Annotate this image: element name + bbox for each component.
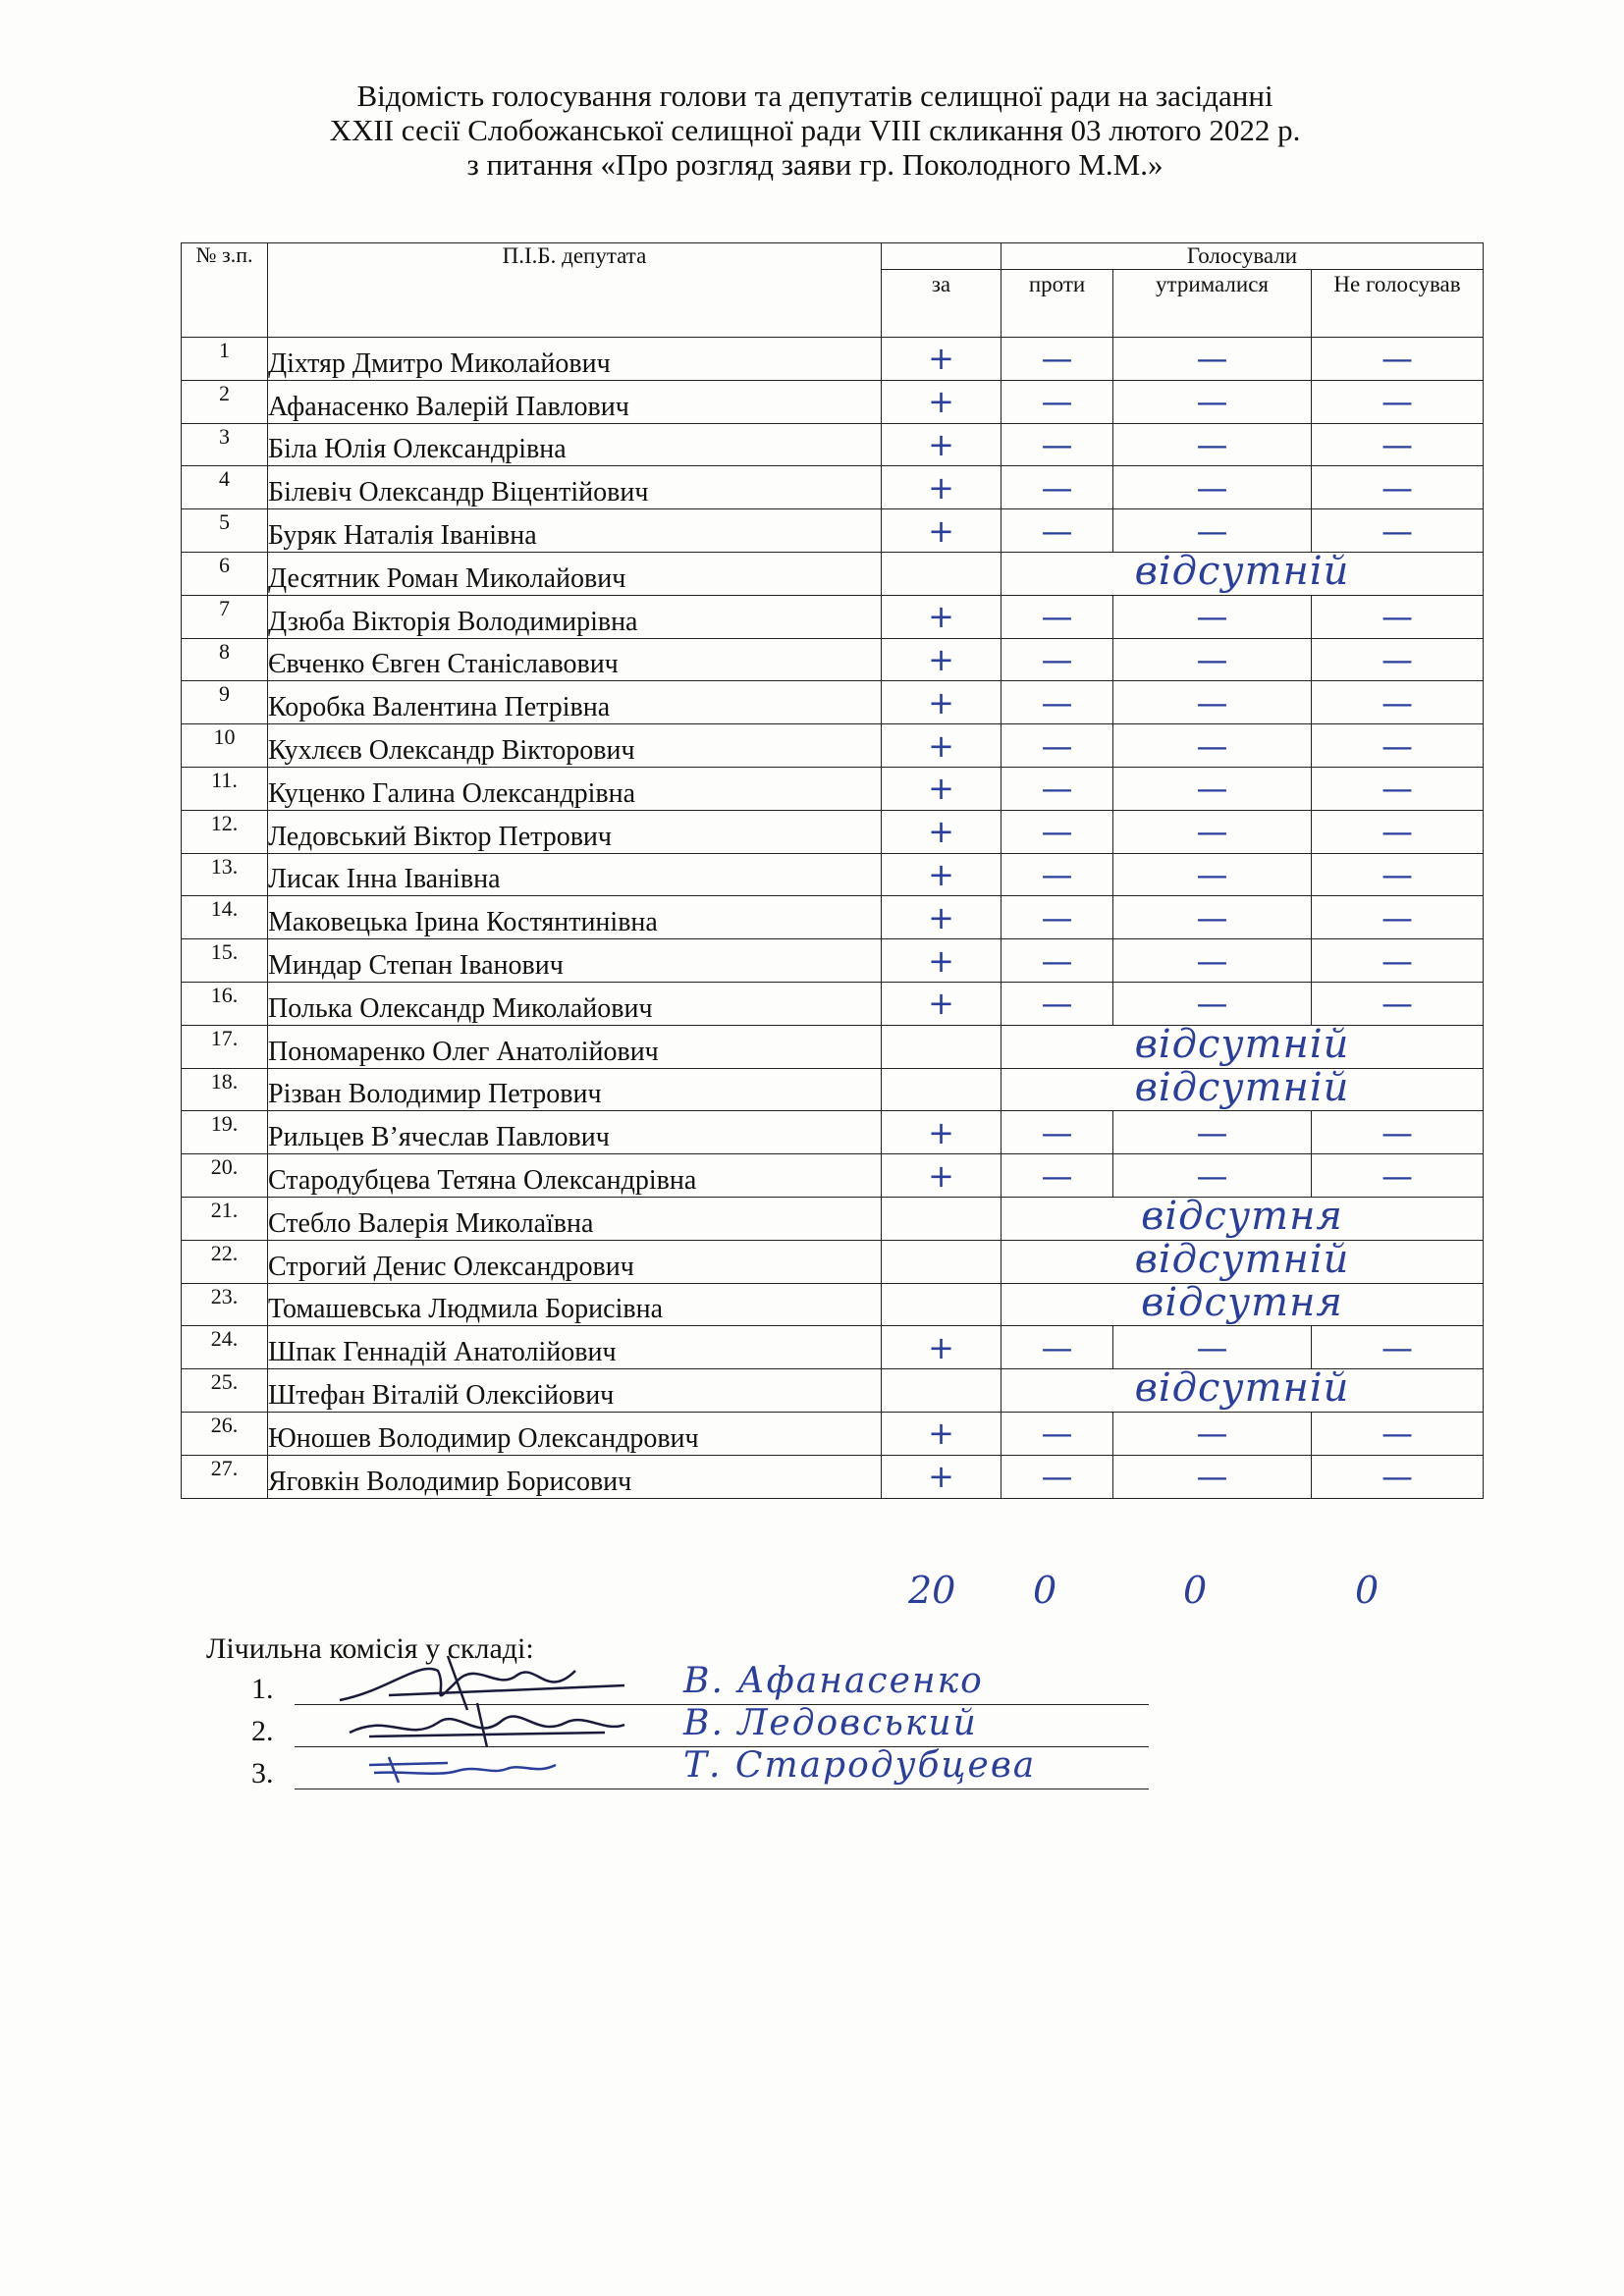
table-row (182, 1412, 1484, 1455)
absence-note-cell (1001, 552, 1484, 595)
member-name: Т. Стародубцева (683, 1745, 1037, 1786)
absence-note: відсутня (1141, 1197, 1343, 1239)
table-row (182, 1455, 1484, 1498)
vote-proty: — (1001, 724, 1113, 768)
vote-utrymalysia: — (1113, 338, 1312, 381)
deputy-name: Миндар Степан Іванович (268, 939, 882, 983)
vote-za (882, 1025, 1001, 1068)
table-row (182, 1154, 1484, 1198)
vote-utrymalysia: — (1113, 810, 1312, 853)
deputy-name: Ледовський Віктор Петрович (268, 810, 882, 853)
absence-note-cell (1001, 1197, 1484, 1240)
vote-utrymalysia: — (1113, 595, 1312, 638)
row-number: 26. (182, 1412, 268, 1455)
absence-note: відсутній (1134, 1025, 1350, 1067)
vote-proty: — (1001, 939, 1113, 983)
vote-ne-holosuvav: — (1312, 724, 1484, 768)
table-row (182, 1197, 1484, 1240)
vote-utrymalysia: — (1113, 466, 1312, 509)
table-row (182, 1326, 1484, 1369)
deputy-name: Яговкін Володимир Борисович (268, 1455, 882, 1498)
total-proty: 0 (1033, 1569, 1057, 1612)
row-number: 11. (182, 767, 268, 810)
vote-za: + (882, 380, 1001, 423)
header-voted: Голосували (1001, 243, 1484, 270)
deputy-name: Стебло Валерія Миколаївна (268, 1197, 882, 1240)
row-number: 9 (182, 681, 268, 724)
vote-proty: — (1001, 982, 1113, 1025)
row-number: 27. (182, 1455, 268, 1498)
vote-za: + (882, 638, 1001, 681)
vote-proty: — (1001, 466, 1113, 509)
row-number: 4 (182, 466, 268, 509)
deputy-name: Біла Юлія Олександрівна (268, 423, 882, 466)
vote-proty: — (1001, 1111, 1113, 1154)
vote-za: + (882, 681, 1001, 724)
vote-utrymalysia: — (1113, 853, 1312, 896)
deputy-name: Буряк Наталія Іванівна (268, 509, 882, 553)
table-row (182, 1240, 1484, 1283)
vote-proty: — (1001, 767, 1113, 810)
vote-za: + (882, 1326, 1001, 1369)
vote-ne-holosuvav: — (1312, 1412, 1484, 1455)
vote-za: + (882, 1154, 1001, 1198)
absence-note-cell (1001, 1369, 1484, 1413)
vote-za: + (882, 466, 1001, 509)
vote-utrymalysia: — (1113, 724, 1312, 768)
vote-ne-holosuvav: — (1312, 638, 1484, 681)
vote-ne-holosuvav: — (1312, 681, 1484, 724)
document-title (177, 79, 1453, 182)
title-line-1: Відомість голосування голови та депутатів селищної ради на засіданні (356, 79, 1273, 113)
vote-za (882, 1240, 1001, 1283)
row-number: 20. (182, 1154, 268, 1198)
row-number: 16. (182, 982, 268, 1025)
member-name: В. Афанасенко (683, 1661, 984, 1701)
deputy-name: Маковецька Ірина Костянтинівна (268, 896, 882, 939)
absence-note: відсутній (1134, 552, 1350, 594)
vote-proty: — (1001, 338, 1113, 381)
vote-utrymalysia: — (1113, 1154, 1312, 1198)
table-row (182, 1111, 1484, 1154)
commission-member-3 (251, 1745, 1233, 1796)
member-name: В. Ледовський (683, 1703, 978, 1743)
vote-utrymalysia: — (1113, 1455, 1312, 1498)
row-number: 10 (182, 724, 268, 768)
total-utrymalysia: 0 (1183, 1569, 1208, 1612)
vote-utrymalysia: — (1113, 939, 1312, 983)
vote-za: + (882, 1455, 1001, 1498)
total-za: 20 (908, 1569, 956, 1612)
member-number: 1. (251, 1673, 274, 1705)
vote-utrymalysia: — (1113, 681, 1312, 724)
table-row (182, 982, 1484, 1025)
vote-ne-holosuvav: — (1312, 423, 1484, 466)
row-number: 17. (182, 1025, 268, 1068)
vote-utrymalysia: — (1113, 638, 1312, 681)
table-row (182, 423, 1484, 466)
table-row (182, 1283, 1484, 1326)
total-ne-holosuvav: 0 (1355, 1569, 1380, 1612)
member-number: 2. (251, 1715, 274, 1747)
vote-za (882, 1068, 1001, 1111)
deputy-name: Коробка Валентина Петрівна (268, 681, 882, 724)
table-row (182, 638, 1484, 681)
header-ne-holosuvav-text: Не голосував (1333, 272, 1461, 296)
row-number: 21. (182, 1197, 268, 1240)
vote-utrymalysia: — (1113, 982, 1312, 1025)
vote-ne-holosuvav: — (1312, 466, 1484, 509)
vote-za: + (882, 939, 1001, 983)
row-number: 15. (182, 939, 268, 983)
vote-za: + (882, 853, 1001, 896)
deputy-name: Афанасенко Валерій Павлович (268, 380, 882, 423)
vote-ne-holosuvav: — (1312, 595, 1484, 638)
header-za: за (882, 270, 1001, 338)
vote-za: + (882, 1111, 1001, 1154)
table-row (182, 338, 1484, 381)
deputy-name: Дзюба Вікторія Володимирівна (268, 595, 882, 638)
vote-za: + (882, 1412, 1001, 1455)
vote-proty: — (1001, 1412, 1113, 1455)
vote-ne-holosuvav: — (1312, 338, 1484, 381)
row-number: 6 (182, 552, 268, 595)
absence-note-cell (1001, 1025, 1484, 1068)
vote-utrymalysia: — (1113, 380, 1312, 423)
table-row (182, 724, 1484, 768)
table-row (182, 552, 1484, 595)
header-blank (882, 243, 1001, 270)
vote-ne-holosuvav: — (1312, 853, 1484, 896)
table-row (182, 767, 1484, 810)
row-number: 19. (182, 1111, 268, 1154)
deputy-name: Різван Володимир Петрович (268, 1068, 882, 1111)
title-line-3: з питання «Про розгляд заяви гр. Поколодного М.М.» (466, 147, 1164, 182)
absence-note-cell (1001, 1068, 1484, 1111)
vote-ne-holosuvav: — (1312, 1111, 1484, 1154)
title-line-2: XXII сесії Слобожанської селищної ради VIII скликання 03 лютого 2022 р. (329, 113, 1301, 147)
vote-proty: — (1001, 853, 1113, 896)
deputy-name: Полька Олександр Миколайович (268, 982, 882, 1025)
vote-za: + (882, 595, 1001, 638)
row-number: 14. (182, 896, 268, 939)
row-number: 7 (182, 595, 268, 638)
vote-proty: — (1001, 1326, 1113, 1369)
absence-note-cell (1001, 1240, 1484, 1283)
vote-za (882, 1369, 1001, 1413)
deputy-name: Куценко Галина Олександрівна (268, 767, 882, 810)
deputy-name: Томашевська Людмила Борисівна (268, 1283, 882, 1326)
deputy-name: Рильцев В’ячеслав Павлович (268, 1111, 882, 1154)
table-row (182, 466, 1484, 509)
vote-ne-holosuvav: — (1312, 1455, 1484, 1498)
table-row (182, 810, 1484, 853)
row-number: 25. (182, 1369, 268, 1413)
header-ne-holosuvav (1312, 270, 1484, 338)
row-number: 18. (182, 1068, 268, 1111)
vote-proty: — (1001, 595, 1113, 638)
header-number: № з.п. (182, 243, 268, 338)
vote-proty: — (1001, 509, 1113, 553)
deputy-name: Кухлєєв Олександр Вікторович (268, 724, 882, 768)
row-number: 12. (182, 810, 268, 853)
vote-utrymalysia: — (1113, 896, 1312, 939)
vote-proty: — (1001, 1154, 1113, 1198)
vote-ne-holosuvav: — (1312, 939, 1484, 983)
row-number: 5 (182, 509, 268, 553)
header-proty: проти (1001, 270, 1113, 338)
vote-ne-holosuvav: — (1312, 1326, 1484, 1369)
vote-proty: — (1001, 810, 1113, 853)
table-row (182, 595, 1484, 638)
absence-note: відсутній (1134, 1240, 1350, 1282)
row-number: 24. (182, 1326, 268, 1369)
deputy-name: Пономаренко Олег Анатолійович (268, 1025, 882, 1068)
row-number: 3 (182, 423, 268, 466)
row-number: 2 (182, 380, 268, 423)
deputy-name: Стародубцева Тетяна Олександрівна (268, 1154, 882, 1198)
vote-za: + (882, 810, 1001, 853)
vote-ne-holosuvav: — (1312, 1154, 1484, 1198)
vote-ne-holosuvav: — (1312, 380, 1484, 423)
member-number: 3. (251, 1757, 274, 1789)
vote-utrymalysia: — (1113, 509, 1312, 553)
vote-proty: — (1001, 681, 1113, 724)
vote-proty: — (1001, 423, 1113, 466)
deputy-name: Шпак Геннадій Анатолійович (268, 1326, 882, 1369)
vote-ne-holosuvav: — (1312, 767, 1484, 810)
table-row (182, 939, 1484, 983)
table-row (182, 1068, 1484, 1111)
commission-label: Лічильна комісія у складі: (206, 1632, 534, 1665)
signature-image (330, 1735, 683, 1798)
deputy-name: Штефан Віталій Олексійович (268, 1369, 882, 1413)
row-number: 8 (182, 638, 268, 681)
row-number: 13. (182, 853, 268, 896)
table-row (182, 681, 1484, 724)
row-number: 22. (182, 1240, 268, 1283)
voting-table (181, 242, 1484, 1499)
vote-ne-holosuvav: — (1312, 810, 1484, 853)
table-row (182, 896, 1484, 939)
row-number: 23. (182, 1283, 268, 1326)
deputy-name: Євченко Євген Станіславович (268, 638, 882, 681)
vote-za: + (882, 423, 1001, 466)
table-row (182, 1369, 1484, 1413)
vote-utrymalysia: — (1113, 1111, 1312, 1154)
absence-note: відсутня (1141, 1283, 1343, 1325)
vote-za: + (882, 896, 1001, 939)
totals-row (0, 1569, 1624, 1628)
vote-proty: — (1001, 380, 1113, 423)
vote-utrymalysia: — (1113, 767, 1312, 810)
absence-note: відсутній (1134, 1068, 1350, 1110)
vote-za: + (882, 724, 1001, 768)
deputy-name: Діхтяр Дмитро Миколайович (268, 338, 882, 381)
table-row (182, 853, 1484, 896)
vote-za (882, 552, 1001, 595)
table-body (182, 338, 1484, 1499)
vote-utrymalysia: — (1113, 423, 1312, 466)
deputy-name: Білевіч Олександр Віцентійович (268, 466, 882, 509)
header-utrymalysia: утрималися (1113, 270, 1312, 338)
deputy-name: Десятник Роман Миколайович (268, 552, 882, 595)
vote-ne-holosuvav: — (1312, 896, 1484, 939)
deputy-name: Лисак Інна Іванівна (268, 853, 882, 896)
vote-proty: — (1001, 1455, 1113, 1498)
table-row (182, 1025, 1484, 1068)
table-row (182, 509, 1484, 553)
row-number: 1 (182, 338, 268, 381)
vote-za (882, 1197, 1001, 1240)
vote-utrymalysia: — (1113, 1412, 1312, 1455)
absence-note: відсутній (1134, 1368, 1350, 1412)
vote-ne-holosuvav: — (1312, 982, 1484, 1025)
vote-za: + (882, 982, 1001, 1025)
vote-proty: — (1001, 638, 1113, 681)
vote-za (882, 1283, 1001, 1326)
vote-proty: — (1001, 896, 1113, 939)
vote-utrymalysia: — (1113, 1326, 1312, 1369)
header-name: П.І.Б. депутата (268, 243, 882, 338)
vote-za: + (882, 338, 1001, 381)
deputy-name: Юношев Володимир Олександрович (268, 1412, 882, 1455)
deputy-name: Строгий Денис Олександрович (268, 1240, 882, 1283)
vote-za: + (882, 767, 1001, 810)
vote-ne-holosuvav: — (1312, 509, 1484, 553)
table-row (182, 380, 1484, 423)
vote-za: + (882, 509, 1001, 553)
absence-note-cell (1001, 1283, 1484, 1326)
